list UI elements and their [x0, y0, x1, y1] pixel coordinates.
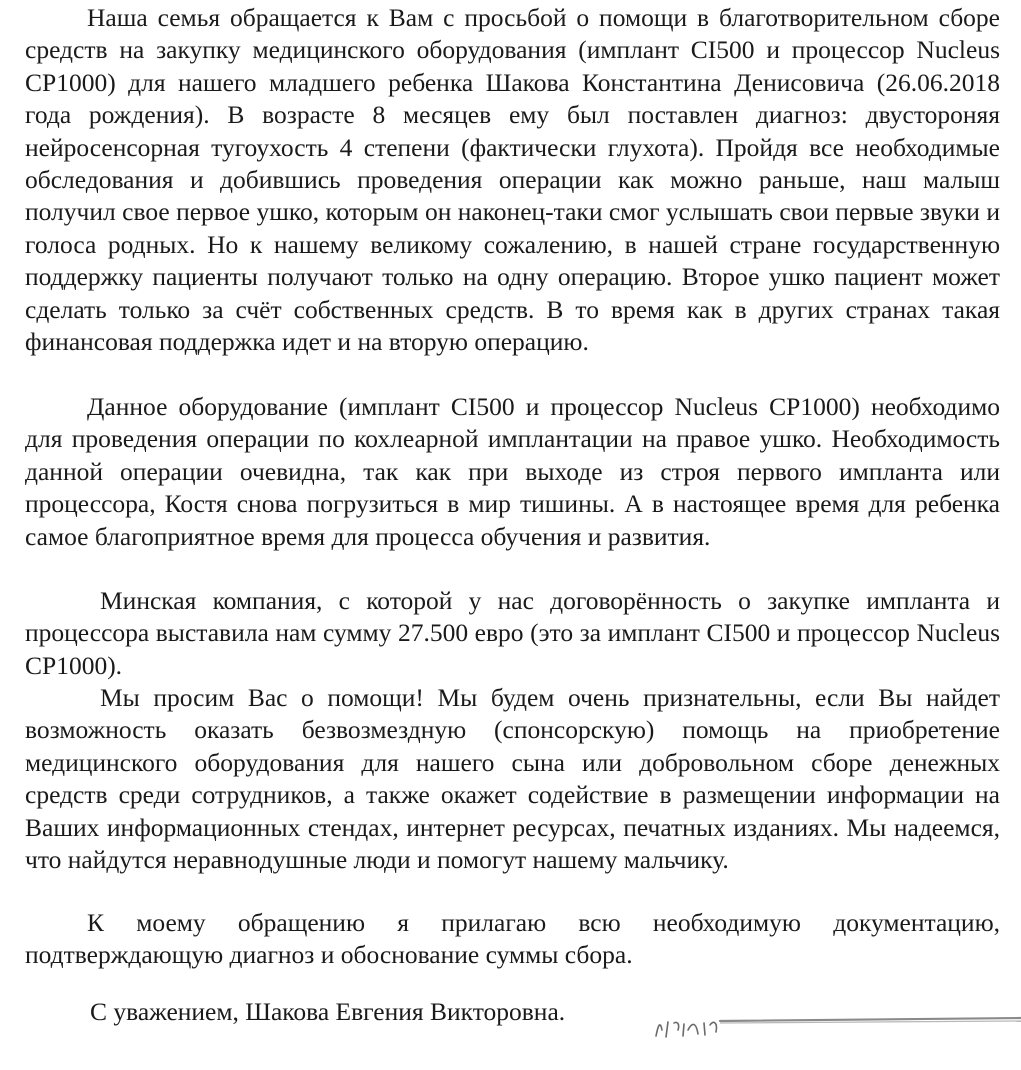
- closing-signature-line: С уважением, Шакова Евгения Викторовна.: [90, 997, 566, 1026]
- handwritten-signature-mark: [650, 1010, 1021, 1040]
- paragraph-attachments: К моему обращению я прилагаю всю необходимую документацию, подтверждающую диагноз и обоснование суммы сбора.: [25, 908, 1000, 970]
- paragraph-request: Наша семья обращается к Вам с просьбой о помощи в благотворительном сборе средств на закупку медицинского оборудования (имплант CI500 и процессор Nucleus CP1000) для нашего младшего ребенка Шакова Константина Денисовича (26.06.2018 года рождения). В возрасте 8 месяцев ему был поставлен диагноз: двустороняя нейросенсорная тугоухость 4 степени (фактически глухота). Пройдя все необходимые обследования и добившись проведения операции как можно раньше, наш малыш получил свое первое ушко, которым он наконец-таки смог услышать свои первые звуки и голоса родных. Но к нашему великому сожалению, в нашей стране государственную поддержку пациенты получают только на одну операцию. Второе ушко пациент может сделать только за счёт собственных средств. В то время как в других странах такая финансовая поддержка идет и на вторую операцию.: [25, 3, 1000, 357]
- paragraph-equipment: Данное оборудование (имплант CI500 и процессор Nucleus CP1000) необходимо для проведения операции по кохлеарной имплантации на правое ушко. Необходимость данной операции очевидна, так как при выходе из строя первого импланта или процессора, Костя снова погрузиться в мир тишины. А в настоящее время для ребенка самое благоприятное время для процесса обучения и развития.: [25, 392, 1000, 551]
- paragraph-price: Минская компания, с которой у нас договорённость о закупке импланта и процессора выставила нам сумму 27.500 евро (это за имплант CI500 и процессор Nucleus CP1000).: [25, 586, 1000, 680]
- paragraph-appeal: Мы просим Вас о помощи! Мы будем очень признательны, если Вы найдет возможность оказать безвозмездную (спонсорскую) помощь на приобретение медицинского оборудования для нашего сына или добровольном сборе денежных средств среди сотрудников, а также окажет содействие в размещении информации на Ваших информационных стендах, интернет ресурсах, печатных изданиях. Мы надеемся, что найдутся неравнодушные люди и помогут нашему мальчику.: [25, 683, 1000, 875]
